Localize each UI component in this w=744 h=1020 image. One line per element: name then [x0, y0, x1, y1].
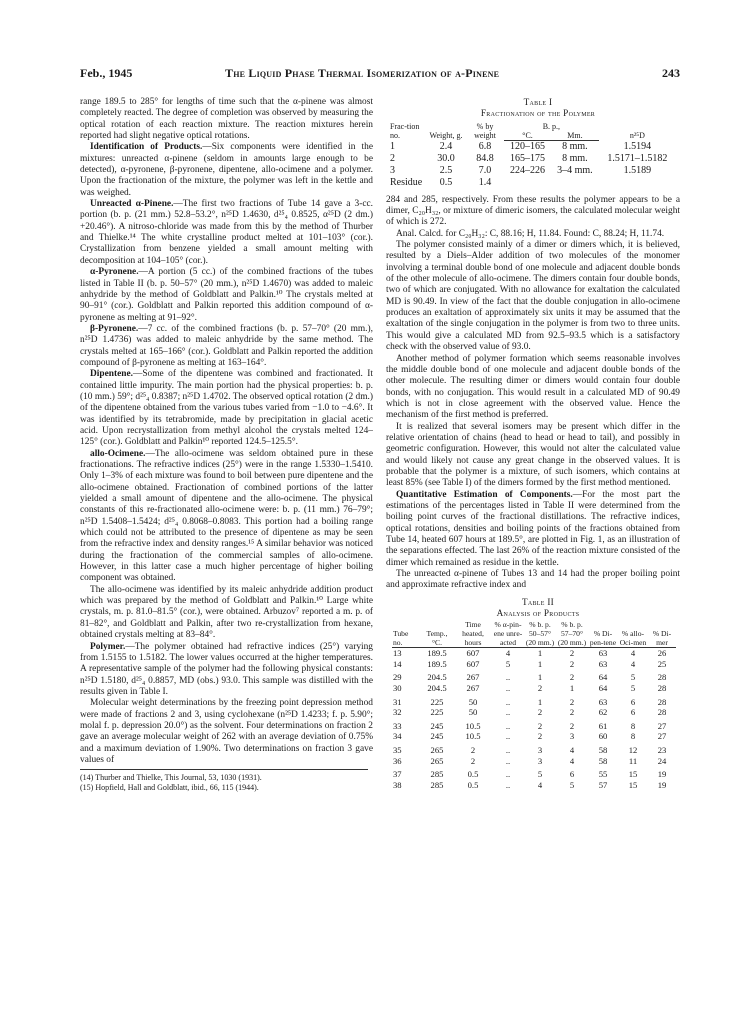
table-cell: 32 — [393, 707, 402, 718]
table-cell: 1.4 — [478, 176, 492, 188]
table-cell: 2 — [390, 152, 395, 164]
right-column — [386, 97, 680, 790]
table-row — [392, 780, 676, 791]
table-cell: .. — [505, 755, 511, 766]
table-cell: 245 — [430, 731, 444, 742]
paragraph: The polymer consisted mainly of a dimer or dimers which, it is believed, resulted by a Diels–Alder addition of two molecules of the monomer involving a terminal double bond of one molecule and adjacent double bonds of the other molecule of allo-ocimene. The dimers contain four double bonds, two of which are conjugated. With no allowance for exaltation the calculated MD is 90.49. In view of the fact that the double conjugation in allo-ocimene produces an exaltation of approximately six units it may be assumed that the exaltation of the single conjugation in the polymer is from two to three units. This would give a calculated MD from 92.5–93.5 which is a satisfactory check with the observed value of 93.0. — [386, 240, 680, 353]
table-cell: 4 — [630, 658, 636, 669]
table-cell: 61 — [598, 720, 608, 731]
table-cell: 4 — [569, 744, 575, 755]
table-cell: 10.5 — [465, 720, 481, 731]
table-cell: 28 — [657, 682, 667, 693]
table-cell: .. — [505, 682, 511, 693]
table-cell: 2 — [537, 720, 543, 731]
table-cell: 4 — [537, 779, 543, 790]
table-cell: 2 — [537, 731, 543, 742]
table-cell: 4 — [505, 648, 511, 659]
table-cell: 6 — [630, 707, 636, 718]
section-heading: Identification of Products. — [90, 142, 203, 153]
table-cell: 27 — [657, 720, 667, 731]
table-cell: 5 — [569, 779, 575, 790]
table-cell: 6 — [569, 769, 575, 780]
table-cell: 267 — [466, 672, 480, 683]
header-title: The Liquid Phase Thermal Isomerization of α-Pinene — [225, 66, 500, 80]
table-cell: 31 — [393, 696, 402, 707]
footnote-divider — [80, 769, 368, 770]
paragraph: The allo-ocimene was identified by its maleic anhydride addition product which was prepared by the method of Goldblatt and Palkin.¹⁰ Large white crystals, m. p. 81.0–81.5° (cor.), were obtained. Arbuzov⁷ reported a m. p. of 81–82°, and Goldblatt and Palkin, after two re-crystallization from hexane, obtained crystals melting at 83–84°. — [80, 584, 373, 641]
footnote: (14) Thurber and Thielke, This Journal, 53, 1030 (1931). — [80, 773, 262, 783]
table-cell: 225 — [430, 707, 444, 718]
table-cell: 55 — [598, 769, 608, 780]
table-cell: 8 — [630, 731, 636, 742]
table-cell: 36 — [393, 755, 402, 766]
table-label: Table II — [521, 596, 555, 607]
table-cell: 8 mm. — [562, 140, 588, 152]
table-cell: 1.5194 — [623, 140, 652, 152]
col-header: % Di-mer — [648, 621, 676, 647]
table-cell: 35 — [393, 744, 402, 755]
table-cell: 265 — [430, 755, 444, 766]
table-cell: 267 — [466, 682, 480, 693]
col-header: Temp., °C. — [420, 621, 454, 647]
table-label: Table I — [523, 97, 553, 107]
table-cell: 26 — [657, 648, 667, 659]
table-cell: 5 — [537, 769, 543, 780]
table-cell: 2 — [470, 755, 476, 766]
col-header: % by weight — [474, 122, 496, 141]
paragraph: Dipentene.—Some of the dipentene was combined and fractionated. It contained little impurity. The main portion had the physical properties: b. p. (10 mm.) 59°; d²⁵₄ 0.8387; n²⁵D 1.4702. The observed optical rotation (2 dm.) of the dipentene obtained from the various tubes varied from −1.0 to −4.6°. It was identified by its tetrabromide, made by precipitation in glacial acetic acid. Upon recrystallization from methyl alcohol the crystals melted 124–125° (cor.). Goldblatt and Palkin¹⁰ reported 124.5–125.5°. — [80, 369, 373, 448]
table-title: Fractionation of the Polymer — [480, 108, 596, 119]
table-cell: 38 — [393, 779, 402, 790]
table-cell: 37 — [393, 769, 402, 780]
table-cell: 2 — [569, 672, 575, 683]
table-row — [392, 648, 676, 659]
col-header: % α-pin-ene unre-acted — [493, 620, 523, 647]
table-row — [392, 659, 676, 670]
table-cell: 3 — [390, 164, 395, 176]
table-cell: 165–175 — [510, 152, 546, 164]
table-cell: 24 — [657, 755, 667, 766]
table-cell: 4 — [569, 755, 575, 766]
section-heading: Dipentene. — [90, 369, 133, 380]
table-row — [392, 742, 676, 756]
table-row — [392, 766, 676, 780]
paragraph: Another method of polymer formation which seems reasonable involves the middle double bond of one molecule and adjacent double bonds of the other molecule. The resulting dimer or dimers would contain four double bonds, with no conjugation. This would result in a calculated MD of 90.49 which is not in close agreement with the observed value. Hence the mechanism of the first method is preferred. — [386, 353, 680, 421]
table-cell — [551, 177, 599, 189]
paragraph: α-Pyronene.—A portion (5 cc.) of the combined fractions of the tubes listed in Table II (b. p. 50–57° (20 mm.), n²⁵D 1.4670) was added to maleic anhydride by the method of Goldblatt and Palkin.¹⁰ The crystals melted at 90–91° (cor.). Goldblatt and Palkin reported this addition compound of α-pyronene as melting at 91–92°. — [80, 267, 373, 323]
table-cell: 57 — [598, 779, 608, 790]
section-heading: β-Pyronene. — [90, 323, 139, 334]
table-fractionation — [388, 122, 676, 189]
paragraph: Unreacted α-Pinene.—The first two fractions of Tube 14 gave a 3-cc. portion (b. p. (21 mm.) 52.8–53.2°, n²⁵D 1.4630, d²⁵₄ 0.8525, α²⁵D (2 dm.) +20.46°). A nitroso-chloride was made from this by the method of Thurber and Thielke.¹⁴ The white crystalline product melted at 101–103° (cor.). Crystallization from benzene yielded a small amount melting with decomposition at 104–105° (cor.). — [80, 199, 373, 266]
table-cell: 62 — [598, 707, 608, 718]
table-cell: 6 — [630, 696, 636, 707]
table-cell: 30.0 — [437, 152, 455, 164]
col-header: B. p., — [542, 121, 561, 131]
col-header: % b. p. 50–57° (20 mm.) — [525, 620, 555, 647]
table-cell: 14 — [393, 658, 402, 669]
table-cell: .. — [505, 672, 511, 683]
table-cell: 10.5 — [465, 731, 481, 742]
paragraph: Quantitative Estimation of Components.—For the most part the estimations of the percentages listed in Table II were determined from the boiling point curves of the fractional distillations. The refractive indices, optical rotations, densities and boiling points of the fractions obtained from Tube 14, heated 607 hours at 189.5°, are plotted in Fig. 1, as an illustration of the separations effected. The last 26% of the reaction mixture consisted of the dimer which remained as residue in the kettle. — [386, 489, 680, 568]
table-cell: 63 — [598, 648, 608, 659]
col-header: Mm. — [551, 131, 599, 141]
section-heading: Unreacted α-Pinene. — [90, 199, 174, 210]
table-row — [388, 177, 676, 189]
table-row — [392, 694, 676, 708]
table-cell: 5 — [630, 682, 636, 693]
section-heading: allo-Ocimene. — [90, 448, 146, 459]
table-cell: 607 — [466, 648, 480, 659]
table-cell: 1.5171–1.5182 — [607, 152, 668, 164]
table-row — [392, 731, 676, 742]
table-cell: 3 — [569, 731, 575, 742]
table-cell: 27 — [657, 731, 667, 742]
table-cell: .. — [505, 707, 511, 718]
table-cell: 28 — [657, 672, 667, 683]
paragraph: It is realized that several isomers may be present which differ in the relative orientation of chains (head to head or head to tail), and possibly in geometric configuration. However, this would not alter the calculated value and would likely not cause any great change in the observed values. It is probable that the polymer is a mixture, of such isomers, which contains at least 85% (see Table I) of the dimers formed by the first method mentioned. — [386, 421, 680, 489]
paragraph: Identification of Products.—Six components were identified in the mixtures: unreacted α-pinene (seldom in amounts large enough to be detected), α-pyronene, β-pyronene, dipentene, allo-ocimene and a polymer. Upon the fractionation of the mixture, the polymer was left in the kettle and was weighed. — [80, 142, 373, 198]
table-cell: 8 mm. — [562, 152, 588, 164]
table-cell: 15 — [628, 779, 638, 790]
paragraph: allo-Ocimene.—The allo-ocimene was seldom obtained pure in these fractionations. The refractive indices (25°) were in the range 1.5330–1.5410. Only 1–3% of each mixture was found to boil between pure dipentene and the allo-ocimene obtained. Fractionation of combined portions of the latter yielded a small amount of dipentene and the allo-ocimene. The physical constants of this re-fractionated allo-ocimene were: b. p. (11 mm.) 76–79°; n²⁵D 1.5408–1.5424; d²⁵₄ 0.8068–0.8083. This portion had a boiling range which could not be attributed to the presence of dipentene as may be seen from the refractive index and density ranges.¹⁵ A similar behavior was noticed during the fractionation of the commercial samples of allo-ocimene. However, in this latter case a much higher percentage of higher boiling component was obtained. — [80, 448, 373, 584]
left-column — [80, 97, 373, 793]
table-cell: 285 — [430, 769, 444, 780]
paragraph: The unreacted α-pinene of Tubes 13 and 14 had the proper boiling point and approximate refractive index and — [386, 569, 680, 591]
table-cell: 1 — [537, 658, 543, 669]
table-cell: 15 — [628, 769, 638, 780]
footnote: (15) Hopfield, Hall and Goldblatt, ibid., 66, 115 (1944). — [80, 783, 259, 793]
table-cell: 1 — [390, 140, 395, 152]
table-cell: 1 — [569, 682, 575, 693]
col-header: n²⁵D — [629, 131, 645, 141]
table-cell: 225 — [430, 696, 444, 707]
table-cell: 34 — [393, 731, 402, 742]
section-heading: Quantitative Estimation of Components. — [396, 489, 573, 500]
table-row — [392, 669, 676, 683]
table-cell: 607 — [466, 658, 480, 669]
table-cell: 120–165 — [510, 140, 546, 152]
table-cell: 58 — [598, 744, 608, 755]
table-cell: 63 — [598, 658, 608, 669]
table-cell: 2 — [537, 707, 543, 718]
table-cell: 0.5 — [467, 779, 479, 790]
table-row — [388, 140, 676, 153]
table-row — [388, 153, 676, 165]
table-title: Analysis of Products — [496, 608, 580, 619]
table-cell: 265 — [430, 744, 444, 755]
col-header: Tube no. — [392, 621, 420, 647]
table-cell: 1.5189 — [623, 164, 652, 176]
table-cell: 11 — [628, 755, 638, 766]
table-cell: 28 — [657, 696, 667, 707]
table-cell: 2 — [537, 682, 543, 693]
paragraph: β-Pyronene.—7 cc. of the combined fractions (b. p. 57–70° (20 mm.), n²⁵D 1.4736) was added to maleic anhydride by the same method. The crystals melted at 165–166° (cor.). Goldblatt and Palkin reported the addition compound of β-pyronene as melting at 163–164°. — [80, 323, 373, 368]
table-cell: 4 — [630, 648, 636, 659]
table-cell: 64 — [598, 682, 608, 693]
table-cell: 2.5 — [439, 164, 453, 176]
table-cell: 204.5 — [427, 682, 447, 693]
table-cell: 1 — [537, 672, 543, 683]
col-header: Weight, g. — [429, 131, 463, 141]
table-cell: 5 — [505, 658, 511, 669]
table-cell: 204.5 — [427, 672, 447, 683]
paragraph: Anal. Calcd. for C₂₀H₃₂: C, 88.16; H, 11.84. Found: C, 88.24; H, 11.74. — [396, 228, 665, 239]
table-cell: 189.5 — [427, 658, 447, 669]
col-header: % b. p. 57–70° (20 mm.) — [557, 620, 587, 647]
table-cell: 189.5 — [427, 648, 447, 659]
col-header: Time heated, hours — [454, 621, 492, 647]
table-cell: 285 — [430, 779, 444, 790]
table-analysis — [392, 621, 676, 790]
table-cell: 63 — [598, 696, 608, 707]
table-cell: 2 — [569, 720, 575, 731]
table-cell — [504, 177, 551, 189]
table-cell: 2 — [569, 696, 575, 707]
col-header: % allo-Oci-men — [618, 621, 648, 647]
table-cell: 7.0 — [478, 164, 492, 176]
table-cell: 3 — [537, 744, 543, 755]
running-header — [80, 66, 680, 82]
table-cell: 33 — [393, 720, 402, 731]
paragraph: range 189.5 to 285° for lengths of time such that the α-pinene was almost completely reacted. The degree of completion was observed by measuring the optical rotation of each reaction mixture. The reaction mixtures herein reported had slight negative optical rotations. — [80, 97, 373, 142]
table-cell — [599, 177, 676, 189]
table-cell: 30 — [393, 682, 402, 693]
table-cell: 224–226 — [510, 164, 546, 176]
table-row — [392, 707, 676, 718]
paragraph: Molecular weight determinations by the freezing point depression method were made of fractions 2 and 3, using cyclohexane (n²⁵D 1.4233; f. p. 5.90°; molal f. p. depression 20.0°) as the solvent. Four determinations on fraction 2 gave an average molecular weight of 262 with an average deviation of 0.75% and a maximum deviation of 1.90%. Two determinations on fraction 3 gave values of — [80, 698, 373, 765]
table-cell: .. — [505, 696, 511, 707]
table-cell: .. — [505, 779, 511, 790]
table-cell: 64 — [598, 672, 608, 683]
table-row — [392, 756, 676, 767]
table-cell: .. — [505, 744, 511, 755]
table-row — [392, 683, 676, 694]
table-cell: 19 — [657, 779, 667, 790]
table-cell: 3 — [537, 755, 543, 766]
table-cell: 28 — [657, 707, 667, 718]
col-header: Frac-tion no. — [390, 122, 420, 141]
header-date: Feb., 1945 — [80, 66, 133, 80]
section-heading: Polymer. — [90, 641, 126, 652]
table-cell: 58 — [598, 755, 608, 766]
table-cell: 2 — [569, 648, 575, 659]
table-cell: 60 — [598, 731, 608, 742]
paragraph: Polymer.—The polymer obtained had refractive indices (25°) varying from 1.5155 to 1.5182. The lower values occurred at the higher temperatures. A representative sample of the polymer had the following physical constants: n²⁵D 1.5180, d²⁵₄ 0.8857, MD (obs.) 93.0. This sample was distilled with the results given in Table I. — [80, 641, 373, 697]
table-cell: 2 — [569, 658, 575, 669]
table-cell: 50 — [468, 696, 478, 707]
col-header: °C. — [504, 131, 551, 141]
table-cell: 84.8 — [476, 152, 494, 164]
table-cell: 8 — [630, 720, 636, 731]
table-row — [392, 718, 676, 732]
table-cell: 2 — [569, 707, 575, 718]
table-cell: 1 — [537, 648, 543, 659]
table-cell: 1 — [537, 696, 543, 707]
table-cell: 25 — [657, 658, 667, 669]
table-cell: 2 — [470, 744, 476, 755]
table-cell: 2.4 — [439, 140, 453, 152]
table-cell: 12 — [628, 744, 638, 755]
table-cell: 19 — [657, 769, 667, 780]
table-cell: 50 — [468, 707, 478, 718]
table-cell: 3–4 mm. — [557, 164, 593, 176]
table-cell: 0.5 — [439, 176, 453, 188]
table-row — [388, 165, 676, 177]
table-cell: 245 — [430, 720, 444, 731]
col-header: % Di-pen-tene — [588, 621, 618, 647]
section-heading: α-Pyronene. — [90, 267, 139, 278]
paragraph: 284 and 285, respectively. From these results the polymer appears to be a dimer, C₂₀H₃₂, or mixture of dimeric isomers, the calculated molecular weight of which is 272. — [386, 194, 680, 228]
table-cell: 6.8 — [478, 140, 492, 152]
table-cell: .. — [505, 769, 511, 780]
page-number: 243 — [662, 66, 680, 80]
table-cell: 13 — [393, 648, 402, 659]
table-cell: 23 — [657, 744, 667, 755]
table-cell: 29 — [393, 672, 402, 683]
table-cell: .. — [505, 731, 511, 742]
table-cell: .. — [505, 720, 511, 731]
table-cell: Residue — [390, 176, 423, 188]
table-cell: 5 — [630, 672, 636, 683]
table-cell: 0.5 — [467, 769, 479, 780]
